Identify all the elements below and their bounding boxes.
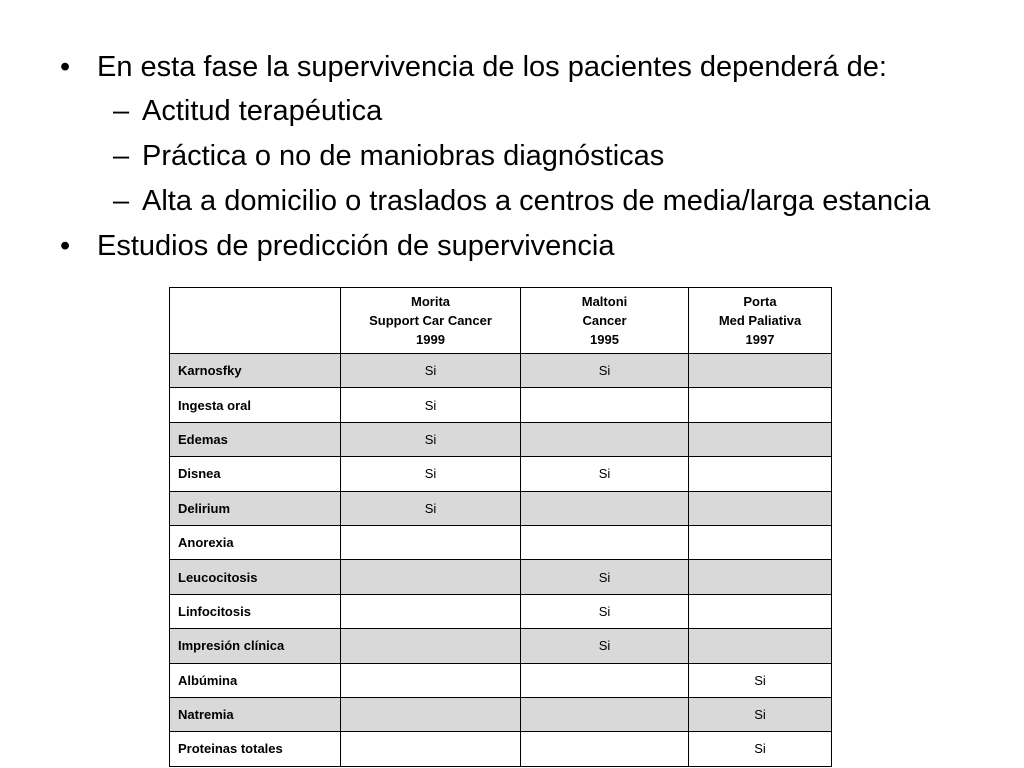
cell-porta bbox=[689, 457, 832, 491]
cell-maltoni bbox=[521, 732, 689, 766]
header-morita bbox=[341, 288, 521, 354]
table-row bbox=[170, 560, 832, 594]
row-label: Leucocitosis bbox=[170, 560, 341, 594]
table-row bbox=[170, 354, 832, 388]
row-label: Karnosfky bbox=[170, 354, 341, 388]
header-morita-journal: Support Car Cancer bbox=[369, 313, 492, 328]
cell-porta bbox=[689, 525, 832, 559]
cell-porta bbox=[689, 422, 832, 456]
row-label: Natremia bbox=[170, 697, 341, 731]
cell-porta bbox=[689, 594, 832, 628]
cell-morita bbox=[341, 594, 521, 628]
cell-porta: Si bbox=[689, 697, 832, 731]
bullet-text: Estudios de predicción de supervivencia bbox=[97, 230, 615, 262]
row-label: Anorexia bbox=[170, 525, 341, 559]
header-morita-author: Morita bbox=[411, 294, 450, 309]
row-label: Linfocitosis bbox=[170, 594, 341, 628]
header-porta bbox=[689, 288, 832, 354]
cell-maltoni bbox=[521, 525, 689, 559]
cell-porta bbox=[689, 629, 832, 663]
cell-morita bbox=[341, 663, 521, 697]
cell-porta bbox=[689, 491, 832, 525]
table-row bbox=[170, 732, 832, 766]
table-row bbox=[170, 525, 832, 559]
table-row bbox=[170, 697, 832, 731]
cell-porta: Si bbox=[689, 663, 832, 697]
cell-morita bbox=[341, 697, 521, 731]
table-row bbox=[170, 422, 832, 456]
cell-morita: Si bbox=[341, 457, 521, 491]
cell-porta bbox=[689, 560, 832, 594]
table-header-row bbox=[170, 288, 832, 354]
sub-bullet-marker: – bbox=[113, 95, 130, 127]
cell-morita: Si bbox=[341, 388, 521, 422]
cell-maltoni bbox=[521, 422, 689, 456]
table-row bbox=[170, 594, 832, 628]
header-maltoni-author: Maltoni bbox=[581, 294, 628, 309]
header-porta-author: Porta bbox=[743, 294, 777, 309]
cell-porta bbox=[689, 388, 832, 422]
cell-maltoni bbox=[521, 663, 689, 697]
header-maltoni-year: 1995 bbox=[590, 332, 619, 347]
row-label: Impresión clínica bbox=[170, 629, 341, 663]
cell-morita: Si bbox=[341, 354, 521, 388]
cell-maltoni bbox=[521, 491, 689, 525]
cell-maltoni bbox=[521, 388, 689, 422]
sub-bullet-text: Actitud terapéutica bbox=[142, 95, 383, 127]
row-label: Ingesta oral bbox=[170, 388, 341, 422]
cell-morita bbox=[341, 629, 521, 663]
cell-porta bbox=[689, 354, 832, 388]
table-row bbox=[170, 457, 832, 491]
cell-maltoni: Si bbox=[521, 629, 689, 663]
sub-bullet-text: Práctica o no de maniobras diagnósticas bbox=[142, 140, 665, 172]
sub-bullet-text: Alta a domicilio o traslados a centros de media/larga estancia bbox=[142, 185, 931, 217]
cell-maltoni bbox=[521, 697, 689, 731]
cell-maltoni: Si bbox=[521, 594, 689, 628]
row-label: Proteinas totales bbox=[170, 732, 341, 766]
header-porta-year: 1997 bbox=[745, 332, 775, 347]
header-porta-journal: Med Paliativa bbox=[718, 313, 802, 328]
sub-bullet-marker: – bbox=[113, 140, 130, 172]
header-morita-year: 1999 bbox=[416, 332, 445, 347]
cell-morita bbox=[341, 525, 521, 559]
cell-morita: Si bbox=[341, 422, 521, 456]
bullet-text: En esta fase la supervivencia de los pacientes dependerá de: bbox=[97, 51, 887, 83]
header-maltoni bbox=[521, 288, 689, 354]
table-row bbox=[170, 629, 832, 663]
row-label: Disnea bbox=[170, 457, 341, 491]
bullet-marker: • bbox=[60, 51, 71, 83]
table-row bbox=[170, 388, 832, 422]
cell-morita: Si bbox=[341, 491, 521, 525]
cell-maltoni: Si bbox=[521, 457, 689, 491]
table-row bbox=[170, 663, 832, 697]
table-row bbox=[170, 491, 832, 525]
cell-porta: Si bbox=[689, 732, 832, 766]
cell-maltoni: Si bbox=[521, 354, 689, 388]
header-empty-cell bbox=[170, 288, 341, 354]
survival-prediction-table bbox=[169, 287, 832, 767]
cell-morita bbox=[341, 560, 521, 594]
cell-morita bbox=[341, 732, 521, 766]
row-label: Delirium bbox=[170, 491, 341, 525]
row-label: Albúmina bbox=[170, 663, 341, 697]
bullet-marker: • bbox=[60, 230, 71, 262]
sub-bullet-marker: – bbox=[113, 185, 130, 217]
header-maltoni-journal: Cancer bbox=[582, 313, 627, 328]
row-label: Edemas bbox=[170, 422, 341, 456]
cell-maltoni: Si bbox=[521, 560, 689, 594]
